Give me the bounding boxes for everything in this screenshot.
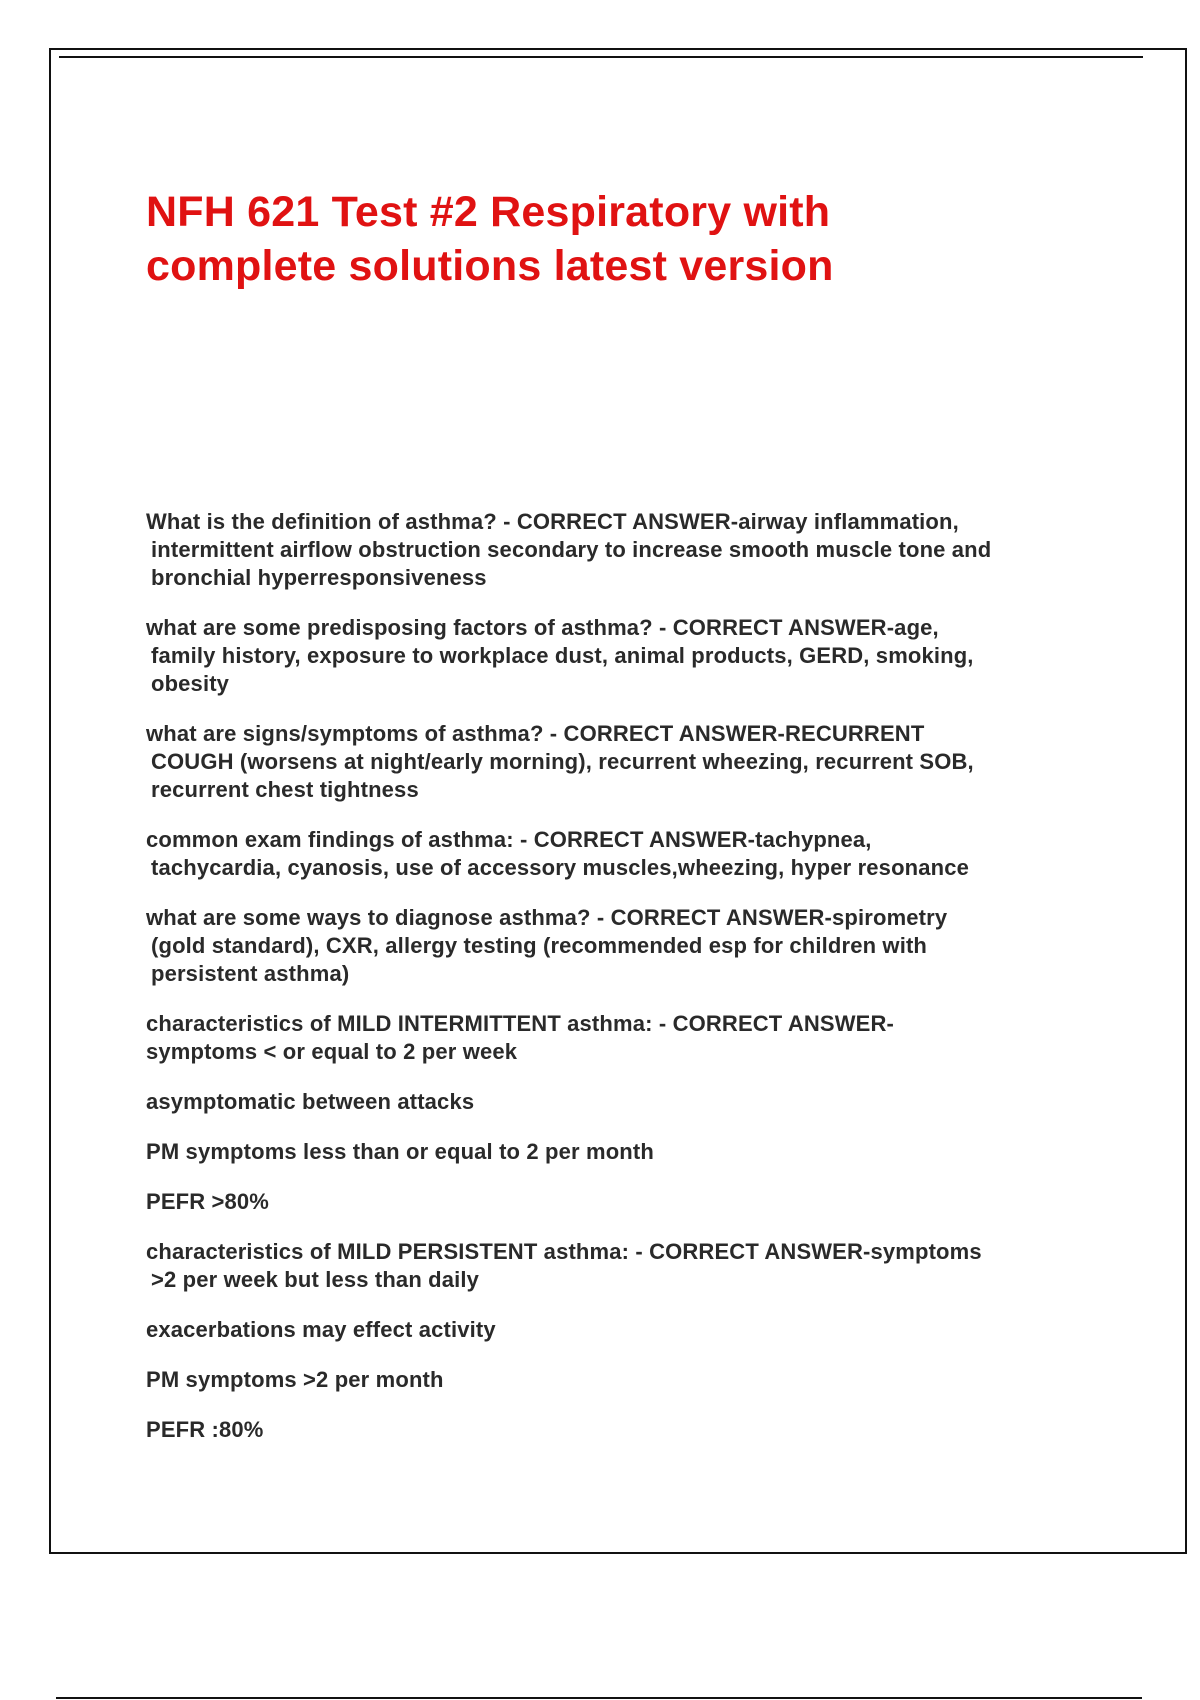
qa-entry-diagnosis xyxy=(146,904,1141,988)
qa-line: common exam findings of asthma: - CORRECT ANSWER-tachypnea, xyxy=(146,827,872,852)
qa-line: tachycardia, cyanosis, use of accessory muscles,wheezing, hyper resonance xyxy=(151,855,969,880)
qa-line: PEFR >80% xyxy=(146,1189,270,1214)
qa-line: exacerbations may effect activity xyxy=(146,1317,496,1342)
qa-line: (gold standard), CXR, allergy testing (recommended esp for children with xyxy=(151,933,928,958)
qa-entry-mild-persistent xyxy=(146,1238,1141,1294)
qa-line: persistent asthma) xyxy=(151,961,350,986)
page-frame xyxy=(49,48,1187,1554)
title-line-1: NFH 621 Test #2 Respiratory with xyxy=(146,188,831,236)
qa-line: recurrent chest tightness xyxy=(151,777,419,802)
qa-entry-pm-symptoms-month xyxy=(146,1138,1141,1166)
document-title xyxy=(146,185,966,293)
qa-entry-predisposing-factors xyxy=(146,614,1141,698)
qa-entry-signs-symptoms xyxy=(146,720,1141,804)
qa-line: symptoms < or equal to 2 per week xyxy=(146,1039,518,1064)
qa-entry-exam-findings xyxy=(146,826,1141,882)
qa-line: asymptomatic between attacks xyxy=(146,1089,475,1114)
qa-line: COUGH (worsens at night/early morning), recurrent wheezing, recurrent SOB, xyxy=(151,749,974,774)
qa-line: what are signs/symptoms of asthma? - CORRECT ANSWER-RECURRENT xyxy=(146,721,925,746)
qa-line: characteristics of MILD PERSISTENT asthma: - CORRECT ANSWER-symptoms xyxy=(146,1239,982,1264)
top-rule xyxy=(59,56,1143,58)
bottom-rule xyxy=(56,1697,1142,1699)
qa-line: family history, exposure to workplace dust, animal products, GERD, smoking, xyxy=(151,643,974,668)
qa-list xyxy=(146,508,1141,1466)
qa-entry-asymptomatic xyxy=(146,1088,1141,1116)
qa-line: What is the definition of asthma? - CORRECT ANSWER-airway inflammation, xyxy=(146,509,959,534)
qa-entry-pefr-persistent xyxy=(146,1416,1141,1444)
qa-entry-pm-symptoms-gt2 xyxy=(146,1366,1141,1394)
qa-line: >2 per week but less than daily xyxy=(151,1267,480,1292)
qa-line: what are some predisposing factors of asthma? - CORRECT ANSWER-age, xyxy=(146,615,939,640)
qa-entry-asthma-definition xyxy=(146,508,1141,592)
qa-line: PEFR :80% xyxy=(146,1417,264,1442)
qa-line: PM symptoms less than or equal to 2 per month xyxy=(146,1139,654,1164)
qa-line: what are some ways to diagnose asthma? - CORRECT ANSWER-spirometry xyxy=(146,905,948,930)
qa-entry-exacerbations xyxy=(146,1316,1141,1344)
qa-line: obesity xyxy=(151,671,230,696)
qa-line: intermittent airflow obstruction secondary to increase smooth muscle tone and xyxy=(151,537,992,562)
qa-entry-mild-intermittent xyxy=(146,1010,1141,1066)
qa-line: characteristics of MILD INTERMITTENT asthma: - CORRECT ANSWER- xyxy=(146,1011,894,1036)
qa-line: PM symptoms >2 per month xyxy=(146,1367,444,1392)
qa-entry-pefr-80 xyxy=(146,1188,1141,1216)
title-line-2: complete solutions latest version xyxy=(146,242,834,290)
qa-line: bronchial hyperresponsiveness xyxy=(151,565,487,590)
